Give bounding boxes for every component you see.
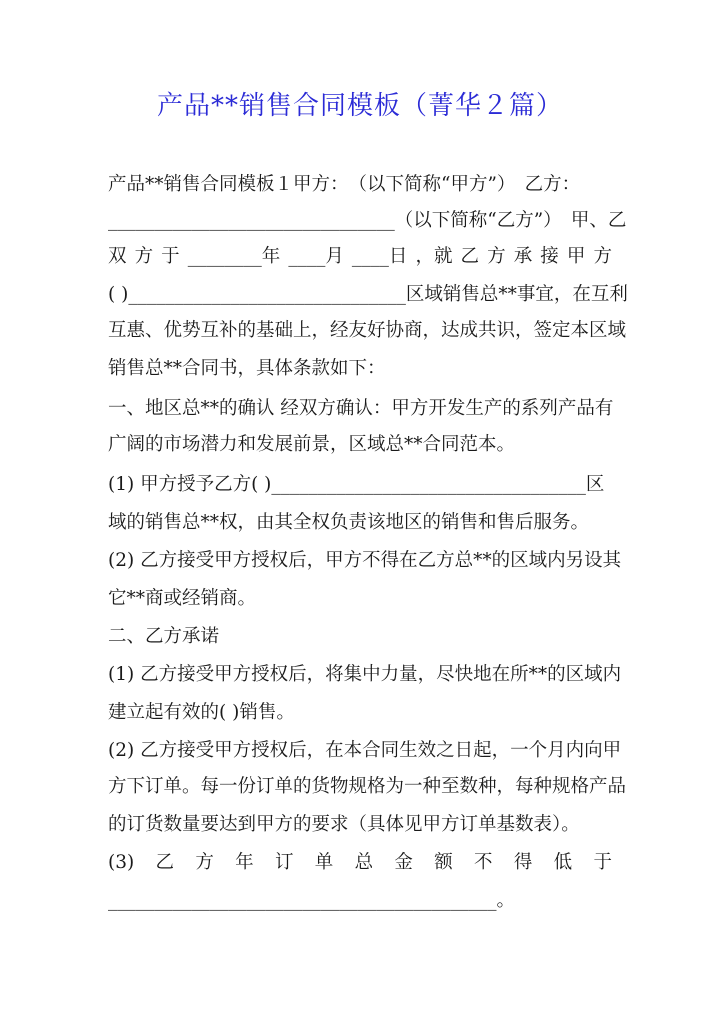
text-fragment: 得 [513,852,533,873]
paragraph-line: ( )______________________________区域销售总**事宜，在互利 [108,284,628,305]
text-fragment: 承 [513,246,533,267]
paragraph-line: 产品**销售合同模板１甲方： （以下简称“甲方”） 乙方： [108,174,581,195]
paragraph-line: 建立起有效的( )销售。 [108,702,295,723]
text-fragment: 方 [195,852,214,873]
text-fragment: 不 [474,852,493,873]
paragraph-line: __________________________________________。 [108,890,516,911]
section-heading: 二、乙方承诺 [108,626,220,647]
text-fragment: 年 [235,852,254,873]
text-fragment: 于 [593,852,612,873]
text-fragment: 订 [274,852,294,873]
text-fragment: ____日 [351,246,408,267]
paragraph-line-spread [108,244,612,270]
paragraph-line: 域的销售总**权，由其全权负责该地区的销售和售后服务。 [108,512,590,533]
text-fragment: 金 [394,852,413,873]
text-fragment: 甲 [566,246,586,267]
paragraph-line: (2) 乙方接受甲方授权后，在本合同生效之日起，一个月内向甲 [108,740,622,761]
paragraph-line: 它**商或经销商。 [108,588,257,609]
text-fragment: 单 [314,852,334,873]
paragraph-line: 方下订单。每一份订单的货物规格为一种至数种，每种规格产品 [108,776,627,797]
text-fragment: ____月 [288,246,344,267]
text-fragment: 总 [354,852,374,873]
text-fragment: 方 [134,246,154,267]
text-fragment: 接 [540,246,559,267]
paragraph-line-spread [108,850,612,876]
paragraph-line: 广阔的市场潜力和发展前景，区域总**合同范本。 [108,434,516,455]
paragraph-line: (2) 乙方接受甲方授权后，甲方不得在乙方总**的区域内另设其 [108,550,622,571]
document-title: 产品**销售合同模板（菁华２篇） [156,91,563,121]
text-fragment: 于 [161,246,180,267]
paragraph-line: 的订货数量要达到甲方的要求（具体见甲方订单基数表）。 [108,814,580,835]
paragraph-line: (1) 乙方接受甲方授权后，将集中力量，尽快地在所**的区域内 [108,664,622,685]
paragraph-line: 互惠、优势互补的基础上，经友好协商，达成共识，签定本区域 [108,320,627,341]
paragraph-line: 一、地区总**的确认 经双方确认：甲方开发生产的系列产品有 [108,398,614,419]
text-fragment: (3) [108,852,135,873]
text-fragment: ，就 [415,246,453,267]
text-fragment: 低 [553,852,573,873]
paragraph-line: 销售总**合同书，具体条款如下： [108,358,386,379]
paragraph-line: _______________________________（以下简称“乙方”） 甲、乙 [108,210,627,231]
text-fragment: 额 [434,852,453,873]
text-fragment: 乙 [155,852,175,873]
text-fragment: 方 [487,246,506,267]
text-fragment: ________年 [187,246,281,267]
text-fragment: 方 [593,246,612,267]
paragraph-line: (1) 甲方授予乙方( )__________________________________区 [108,474,605,495]
text-fragment: 双 [108,246,127,267]
text-fragment: 乙 [460,246,480,267]
